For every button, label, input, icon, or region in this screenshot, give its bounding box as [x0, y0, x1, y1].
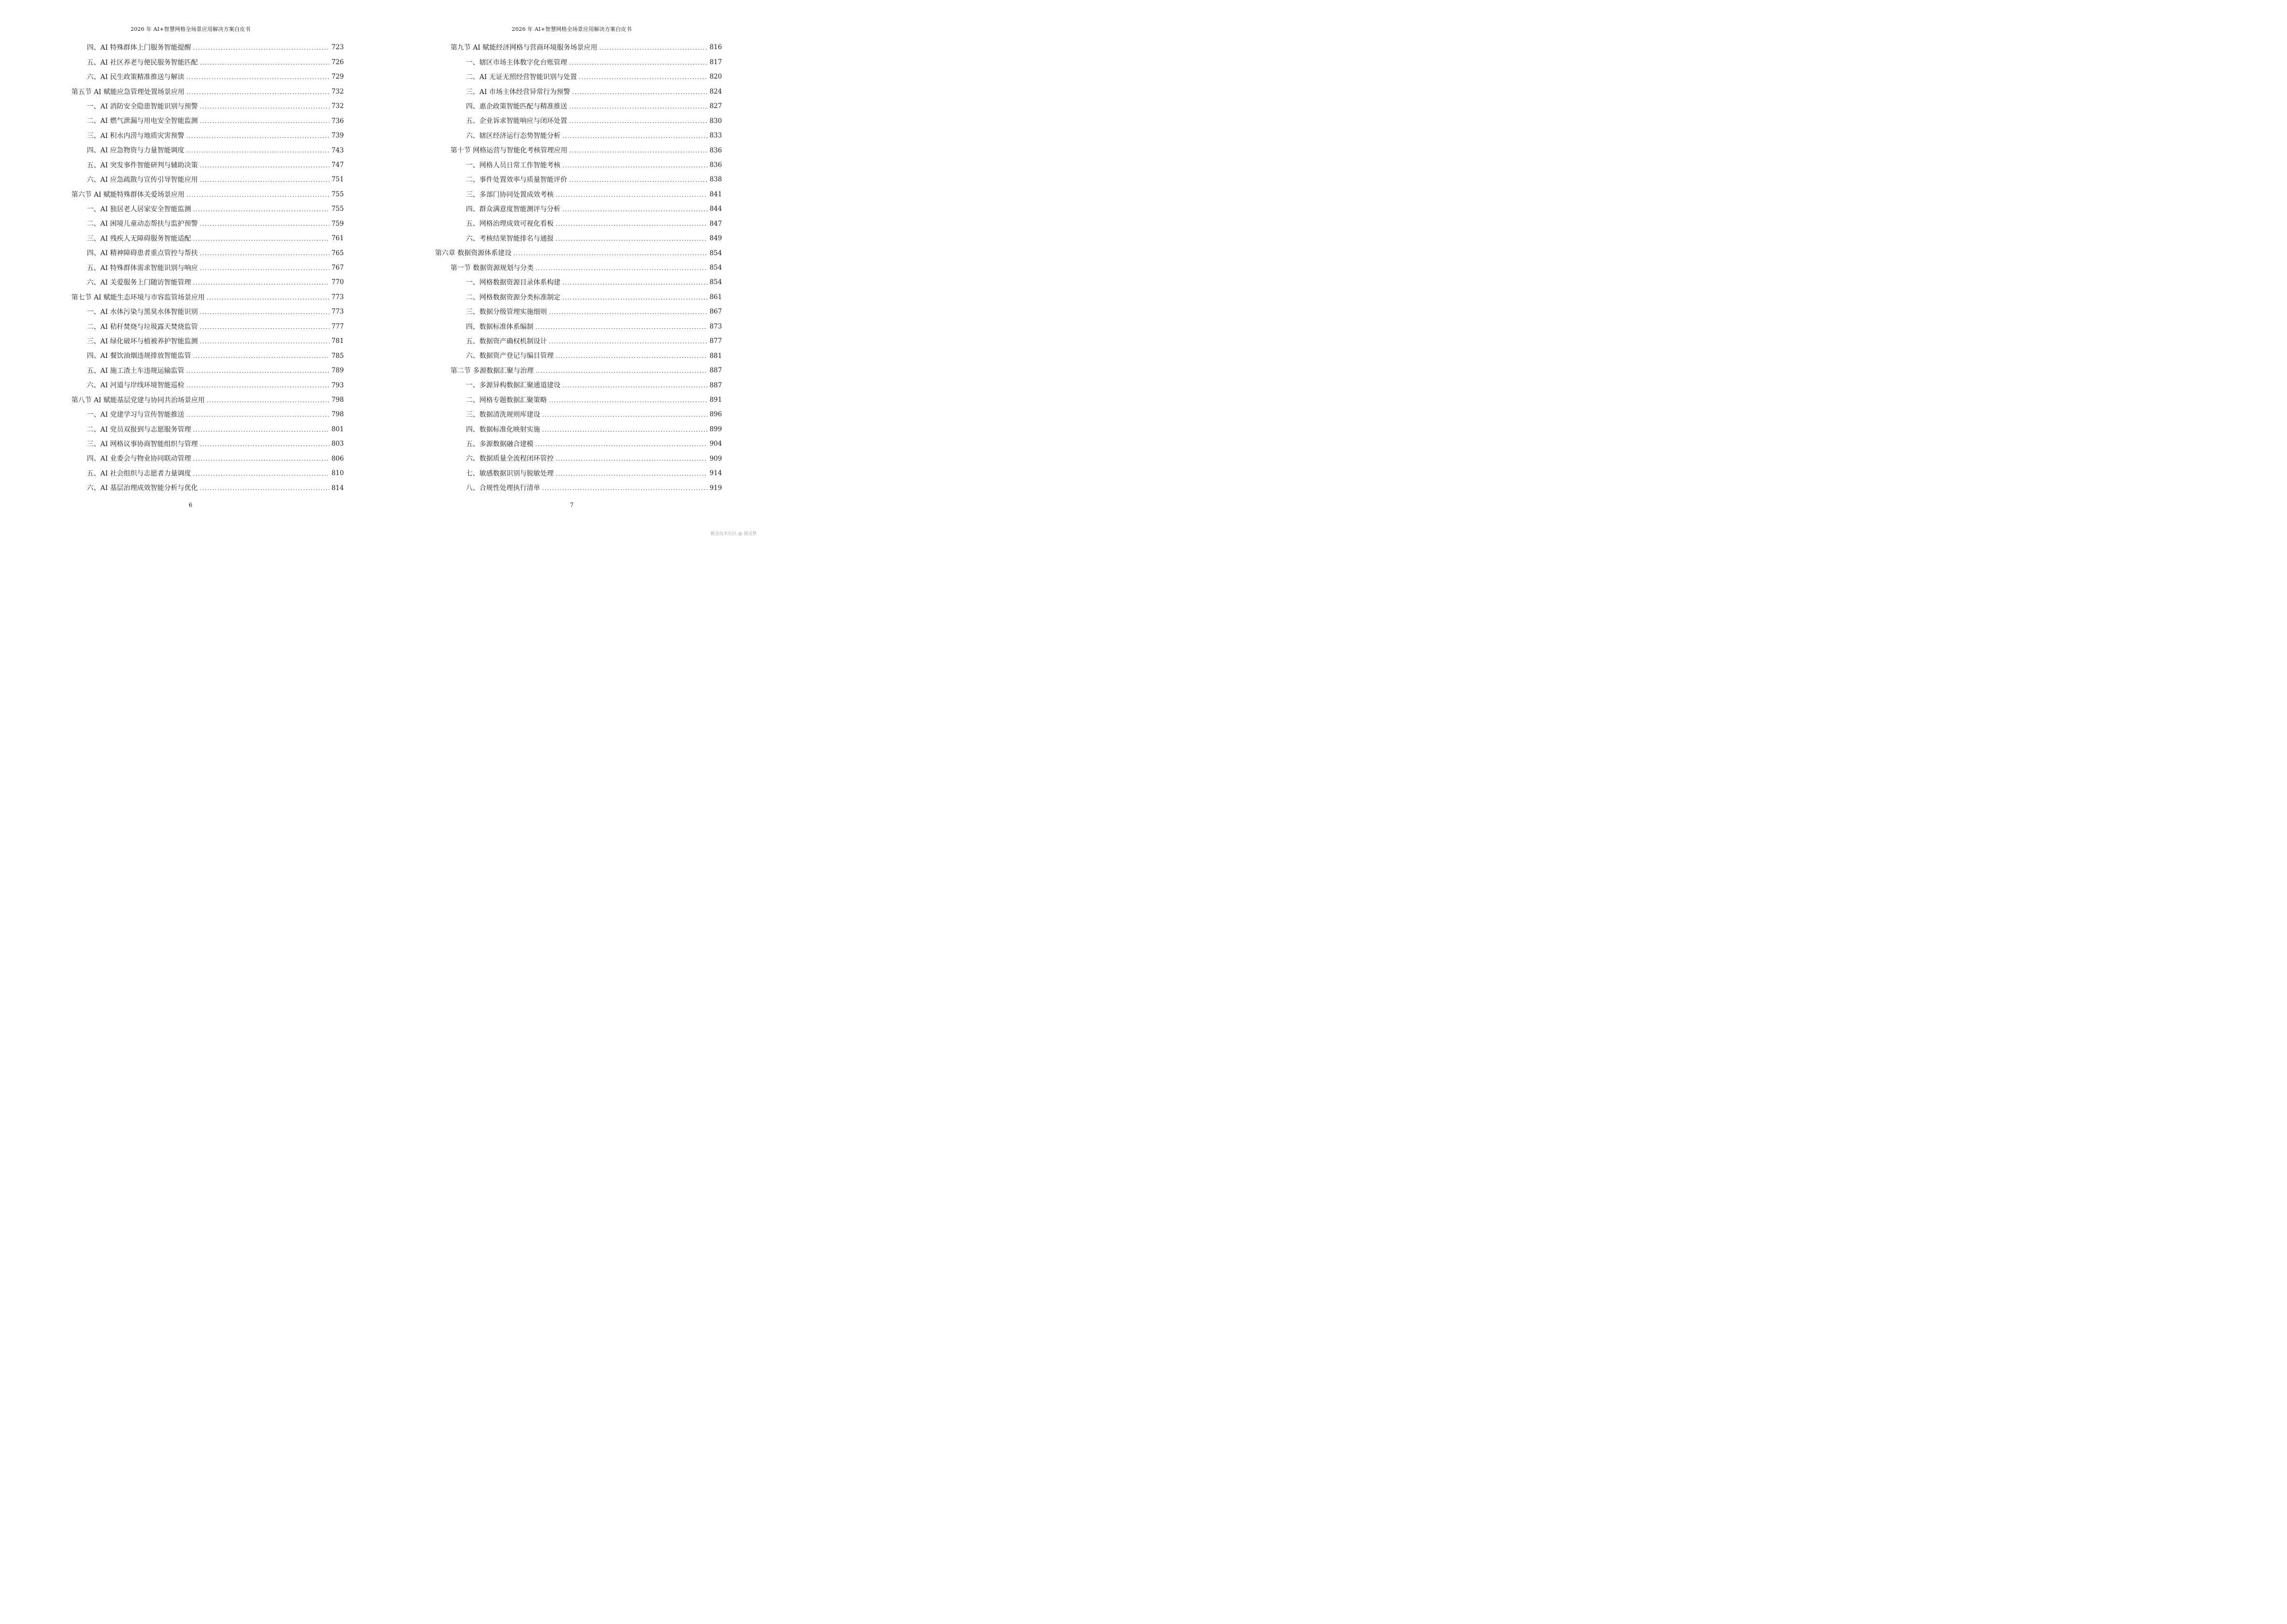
toc-entry-page: 739 — [331, 132, 344, 140]
toc-entry-item[interactable] — [435, 349, 722, 363]
toc-entry-item[interactable] — [71, 422, 344, 437]
toc-entry-section[interactable] — [71, 393, 344, 408]
dot-leader — [535, 324, 708, 330]
toc-entry-item[interactable] — [435, 114, 722, 128]
toc-entry-page: 841 — [709, 190, 722, 198]
toc-entry-item[interactable] — [435, 158, 722, 173]
toc-entry-page: 814 — [331, 484, 344, 492]
dot-leader — [542, 412, 708, 418]
toc-entry-page: 873 — [709, 322, 722, 330]
toc-entry-page: 836 — [709, 161, 722, 169]
toc-entry-title: 第七节 AI 赋能生态环境与市容监管场景应用 — [71, 293, 205, 301]
toc-entry-item[interactable] — [435, 408, 722, 422]
toc-entry-title: 二、AI 党员双报到与志愿服务管理 — [87, 425, 191, 434]
toc-entry-page: 891 — [709, 396, 722, 404]
toc-entry-page: 723 — [331, 43, 344, 52]
dot-leader — [556, 192, 708, 198]
toc-entry-page: 770 — [331, 278, 344, 287]
dot-leader — [535, 368, 708, 374]
toc-entry-page: 785 — [331, 352, 344, 360]
toc-entry-section[interactable] — [71, 290, 344, 304]
toc-entry-item[interactable] — [435, 202, 722, 217]
dot-leader — [569, 118, 708, 124]
dot-leader — [556, 353, 708, 359]
toc-entry-title: 一、多源异构数据汇聚通道建设 — [466, 382, 560, 390]
dot-leader — [186, 148, 329, 153]
toc-entry-page: 743 — [331, 146, 344, 154]
toc-entry-page: 836 — [709, 146, 722, 154]
toc-entry-item[interactable] — [71, 275, 344, 290]
dot-leader — [186, 412, 329, 418]
toc-entry-title: 二、网格数据资源分类标准制定 — [466, 293, 560, 301]
toc-entry-title: 三、AI 绿化破坏与植被养护智能监测 — [87, 337, 198, 345]
toc-entry-page: 751 — [331, 176, 344, 184]
toc-entry-item[interactable] — [71, 246, 344, 260]
dot-leader — [535, 265, 708, 271]
dot-leader — [556, 456, 708, 462]
toc-entry-item[interactable] — [71, 99, 344, 114]
toc-entry-item[interactable] — [71, 143, 344, 158]
dot-leader — [562, 280, 708, 286]
toc-list — [71, 41, 344, 496]
toc-entry-chapter[interactable] — [435, 246, 722, 260]
toc-entry-title: 五、多源数据融合建模 — [466, 440, 533, 449]
toc-entry-item[interactable] — [71, 114, 344, 128]
toc-entry-title: 七、敏感数据识别与脱敏处理 — [466, 469, 554, 478]
toc-entry-page: 803 — [331, 440, 344, 448]
toc-entry-title: 六、数据资产登记与编目管理 — [466, 352, 554, 360]
toc-entry-item[interactable] — [435, 393, 722, 408]
toc-entry-item[interactable] — [435, 437, 722, 451]
dot-leader — [193, 456, 329, 462]
toc-entry-item[interactable] — [435, 129, 722, 143]
toc-entry-title: 六、数据质量全流程闭环管控 — [466, 455, 554, 463]
toc-entry-section[interactable] — [435, 41, 722, 55]
toc-entry-title: 二、AI 秸秆焚烧与垃圾露天焚烧监管 — [87, 323, 198, 331]
toc-entry-item[interactable] — [435, 451, 722, 466]
toc-entry-item[interactable] — [71, 466, 344, 481]
dot-leader — [562, 163, 708, 168]
toc-entry-title: 五、AI 社会组织与志愿者力量调度 — [87, 469, 191, 478]
toc-entry-page: 773 — [331, 308, 344, 316]
toc-entry-title: 三、多部门协同处置成效考核 — [466, 191, 554, 199]
toc-entry-page: 854 — [709, 278, 722, 287]
toc-entry-page: 881 — [709, 352, 722, 360]
dot-leader — [549, 309, 708, 315]
toc-entry-page: 765 — [331, 249, 344, 257]
toc-entry-section[interactable] — [71, 187, 344, 202]
toc-entry-title: 第十节 网格运营与智能化考核管理应用 — [450, 147, 568, 155]
toc-entry-page: 824 — [709, 87, 722, 96]
toc-entry-page: 844 — [709, 205, 722, 213]
dot-leader — [569, 60, 708, 66]
toc-entry-page: 806 — [331, 454, 344, 463]
toc-entry-section[interactable] — [435, 261, 722, 275]
toc-entry-item[interactable] — [71, 319, 344, 334]
toc-entry-item[interactable] — [71, 55, 344, 69]
toc-entry-title: 一、辖区市场主体数字化台账管理 — [466, 58, 567, 67]
toc-entry-item[interactable] — [71, 305, 344, 319]
toc-entry-page: 914 — [709, 469, 722, 478]
toc-entry-title: 五、AI 施工渣土车违规运输监管 — [87, 367, 185, 375]
toc-entry-page: 854 — [709, 264, 722, 272]
dot-leader — [556, 471, 708, 477]
toc-entry-item[interactable] — [435, 319, 722, 334]
toc-entry-page: 777 — [331, 322, 344, 330]
dot-leader — [200, 163, 329, 168]
dot-leader — [200, 104, 329, 109]
toc-entry-page: 838 — [709, 176, 722, 184]
toc-entry-item[interactable] — [71, 41, 344, 55]
toc-entry-item[interactable] — [71, 173, 344, 187]
dot-leader — [186, 368, 329, 374]
dot-leader — [186, 133, 329, 139]
toc-entry-item[interactable] — [435, 187, 722, 202]
toc-entry-page: 798 — [331, 396, 344, 404]
dot-leader — [200, 221, 329, 227]
toc-entry-page: 867 — [709, 308, 722, 316]
dot-leader — [542, 485, 708, 491]
dot-leader — [579, 74, 708, 80]
dot-leader — [562, 382, 708, 388]
toc-entry-item[interactable] — [71, 217, 344, 231]
toc-entry-title: 四、数据标准化映射实施 — [466, 425, 540, 434]
toc-entry-title: 四、群众满意度智能测评与分析 — [466, 205, 560, 214]
dot-leader — [207, 397, 329, 403]
dot-leader — [200, 441, 329, 447]
toc-entry-page: 849 — [709, 234, 722, 243]
toc-entry-page: 817 — [709, 58, 722, 66]
toc-entry-section[interactable] — [435, 143, 722, 158]
toc-entry-page: 732 — [331, 87, 344, 96]
dot-leader — [562, 206, 708, 212]
toc-entry-title: 四、数据标准体系编制 — [466, 323, 533, 331]
toc-entry-item[interactable] — [71, 70, 344, 84]
toc-entry-title: 一、AI 水体污染与黑臭水体智能识别 — [87, 308, 198, 316]
toc-entry-item[interactable] — [71, 481, 344, 495]
dot-leader — [186, 74, 329, 80]
toc-entry-page: 820 — [709, 73, 722, 81]
toc-entry-page: 798 — [331, 410, 344, 419]
toc-entry-title: 六、AI 应急疏散与宣传引导智能应用 — [87, 176, 198, 184]
toc-entry-title: 一、AI 消防安全隐患智能识别与预警 — [87, 102, 198, 110]
running-header: 2026 年 AI+智慧网格全场景应用解决方案白皮书 — [130, 26, 251, 32]
toc-entry-title: 一、AI 党建学习与宣传智能推送 — [87, 411, 185, 419]
dot-leader — [200, 118, 329, 124]
toc-entry-page: 909 — [709, 454, 722, 463]
toc-entry-title: 第六节 AI 赋能特殊群体关爱场景应用 — [71, 191, 185, 199]
dot-leader — [562, 133, 708, 139]
toc-entry-title: 二、网格专题数据汇聚策略 — [466, 396, 547, 404]
toc-entry-title: 六、AI 关爱服务上门随访智能管理 — [87, 279, 191, 287]
toc-entry-title: 六、AI 民生政策精准推送与解读 — [87, 73, 185, 82]
toc-entry-title: 三、数据清洗规则库建设 — [466, 411, 540, 419]
dot-leader — [572, 89, 708, 95]
toc-entry-item[interactable] — [71, 261, 344, 275]
toc-entry-title: 四、AI 餐饮油烟违规排放智能监管 — [87, 352, 191, 360]
toc-entry-item[interactable] — [435, 290, 722, 304]
toc-entry-title: 二、AI 无证无照经营智能识别与处置 — [466, 73, 577, 82]
toc-entry-page: 887 — [709, 367, 722, 375]
toc-entry-title: 六、AI 基层治理成效智能分析与优化 — [87, 484, 198, 492]
toc-entry-title: 二、事件处置效率与质量智能评价 — [466, 176, 567, 184]
toc-entry-title: 五、AI 社区养老与便民服务智能匹配 — [87, 58, 198, 67]
toc-entry-page: 736 — [331, 117, 344, 125]
toc-entry-item[interactable] — [435, 232, 722, 246]
toc-entry-title: 三、AI 积水内涝与地质灾害预警 — [87, 132, 185, 140]
toc-entry-item[interactable] — [71, 378, 344, 393]
toc-entry-item[interactable] — [435, 55, 722, 69]
toc-entry-item[interactable] — [435, 84, 722, 99]
dot-leader — [569, 104, 708, 109]
dot-leader — [207, 295, 329, 300]
toc-entry-title: 五、数据资产确权机制设计 — [466, 337, 547, 345]
toc-entry-page: 887 — [709, 381, 722, 389]
dot-leader — [200, 177, 329, 183]
toc-entry-item[interactable] — [71, 158, 344, 173]
dot-leader — [187, 192, 329, 198]
toc-entry-section[interactable] — [435, 364, 722, 378]
toc-entry-title: 六、考核结果智能排名与通报 — [466, 234, 554, 243]
dot-leader — [200, 265, 329, 271]
toc-entry-page: 827 — [709, 102, 722, 110]
toc-entry-item[interactable] — [71, 202, 344, 217]
toc-entry-page: 854 — [709, 249, 722, 257]
toc-entry-title: 四、AI 特殊群体上门服务智能提醒 — [87, 44, 191, 52]
toc-entry-title: 四、惠企政策智能匹配与精准推送 — [466, 102, 567, 110]
dot-leader — [193, 353, 329, 359]
toc-entry-item[interactable] — [435, 173, 722, 187]
dot-leader — [200, 60, 329, 66]
toc-entry-title: 第八节 AI 赋能基层党建与协同共治场景应用 — [71, 396, 205, 404]
dot-leader — [187, 89, 329, 95]
toc-entry-page: 761 — [331, 234, 344, 243]
toc-entry-item[interactable] — [435, 334, 722, 349]
toc-entry-item[interactable] — [71, 334, 344, 349]
dot-leader — [549, 397, 708, 403]
toc-entry-page: 816 — [709, 43, 722, 52]
page-number: 6 — [189, 502, 192, 508]
toc-entry-item[interactable] — [435, 481, 722, 495]
toc-entry-item[interactable] — [435, 275, 722, 290]
toc-entry-title: 第二节 多源数据汇聚与治理 — [450, 367, 534, 375]
toc-entry-title: 三、数据分级管理实施细则 — [466, 308, 547, 316]
dot-leader — [535, 441, 708, 447]
dot-leader — [513, 250, 708, 256]
page-number: 7 — [570, 502, 574, 508]
toc-entry-title: 四、AI 业委会与物业协同联动管理 — [87, 455, 191, 463]
watermark: 掘金技术社区 @ 图灵梦 — [710, 532, 757, 536]
toc-entry-page: 767 — [331, 264, 344, 272]
dot-leader — [193, 427, 329, 433]
toc-entry-title: 五、网格治理成效可视化看板 — [466, 220, 554, 228]
toc-entry-page: 793 — [331, 381, 344, 389]
dot-leader — [200, 485, 329, 491]
toc-entry-page: 781 — [331, 337, 344, 345]
toc-entry-item[interactable] — [435, 466, 722, 481]
toc-entry-page: 847 — [709, 219, 722, 228]
toc-entry-item[interactable] — [435, 378, 722, 393]
dot-leader — [200, 309, 329, 315]
toc-entry-page: 861 — [709, 293, 722, 301]
dot-leader — [200, 339, 329, 344]
toc-entry-item[interactable] — [71, 408, 344, 422]
toc-entry-title: 五、企业诉求智能响应与闭环处置 — [466, 117, 567, 125]
toc-entry-page: 773 — [331, 293, 344, 301]
toc-entry-page: 830 — [709, 117, 722, 125]
dot-leader — [186, 382, 329, 388]
toc-entry-title: 二、AI 困境儿童动态帮扶与监护预警 — [87, 220, 198, 228]
toc-entry-title: 三、AI 市场主体经营异常行为预警 — [466, 88, 571, 96]
toc-entry-page: 755 — [331, 205, 344, 213]
toc-entry-page: 726 — [331, 58, 344, 66]
toc-entry-item[interactable] — [71, 232, 344, 246]
toc-entry-page: 919 — [709, 484, 722, 492]
toc-entry-title: 四、AI 应急物资与力量智能调度 — [87, 147, 185, 155]
toc-entry-page: 732 — [331, 102, 344, 110]
toc-entry-page: 899 — [709, 425, 722, 433]
toc-entry-item[interactable] — [71, 129, 344, 143]
dot-leader — [193, 45, 329, 51]
toc-entry-page: 747 — [331, 161, 344, 169]
dot-leader — [556, 221, 708, 227]
dot-leader — [542, 427, 708, 433]
toc-entry-title: 四、AI 精神障碍患者重点管控与帮扶 — [87, 249, 198, 258]
toc-entry-item[interactable] — [71, 364, 344, 378]
toc-entry-title: 第六章 数据资源体系建设 — [435, 249, 512, 258]
toc-entry-title: 六、AI 河道与岸线环境智能巡检 — [87, 382, 185, 390]
toc-entry-title: 二、AI 燃气泄漏与用电安全智能监测 — [87, 117, 198, 125]
toc-entry-title: 五、AI 特殊群体需求智能识别与响应 — [87, 264, 198, 272]
toc-entry-title: 第五节 AI 赋能应急管理处置场景应用 — [71, 88, 185, 96]
running-header: 2026 年 AI+智慧网格全场景应用解决方案白皮书 — [512, 26, 632, 32]
dot-leader — [193, 280, 329, 286]
toc-entry-section[interactable] — [71, 84, 344, 99]
toc-entry-title: 第九节 AI 赋能经济网格与营商环境服务场景应用 — [450, 44, 598, 52]
toc-entry-title: 六、辖区经济运行态势智能分析 — [466, 132, 560, 140]
dot-leader — [556, 236, 708, 242]
toc-entry-page: 755 — [331, 190, 344, 198]
dot-leader — [193, 206, 329, 212]
toc-entry-title: 一、网格数据资源目录体系构建 — [466, 279, 560, 287]
toc-entry-title: 八、合规性处理执行清单 — [466, 484, 540, 492]
dot-leader — [562, 295, 708, 300]
toc-entry-page: 759 — [331, 219, 344, 228]
toc-entry-item[interactable] — [435, 305, 722, 319]
dot-leader — [569, 148, 708, 153]
right-page — [381, 0, 762, 541]
toc-entry-page: 833 — [709, 132, 722, 140]
toc-entry-page: 877 — [709, 337, 722, 345]
toc-entry-item[interactable] — [71, 349, 344, 363]
dot-leader — [200, 250, 329, 256]
toc-entry-title: 三、AI 网格议事协商智能组织与管理 — [87, 440, 198, 449]
toc-entry-item[interactable] — [71, 437, 344, 451]
toc-entry-page: 729 — [331, 73, 344, 81]
dot-leader — [193, 471, 329, 477]
toc-list — [435, 41, 722, 496]
left-page — [0, 0, 381, 541]
dot-leader — [200, 324, 329, 330]
toc-entry-page: 801 — [331, 425, 344, 433]
toc-entry-item[interactable] — [435, 422, 722, 437]
dot-leader — [569, 177, 708, 183]
toc-entry-title: 一、网格人员日常工作智能考核 — [466, 161, 560, 169]
toc-entry-title: 三、AI 残疾人无障碍服务智能适配 — [87, 234, 191, 243]
toc-entry-title: 一、AI 独居老人居家安全智能监测 — [87, 205, 191, 214]
dot-leader — [549, 339, 708, 344]
toc-entry-page: 904 — [709, 440, 722, 448]
toc-entry-item[interactable] — [435, 217, 722, 231]
dot-leader — [193, 236, 329, 242]
toc-entry-page: 789 — [331, 367, 344, 375]
toc-entry-title: 五、AI 突发事件智能研判与辅助决策 — [87, 161, 198, 169]
dot-leader — [599, 45, 708, 51]
toc-entry-page: 810 — [331, 469, 344, 478]
toc-entry-item[interactable] — [435, 70, 722, 84]
toc-entry-item[interactable] — [71, 451, 344, 466]
toc-entry-item[interactable] — [435, 99, 722, 114]
toc-entry-title: 第一节 数据资源规划与分类 — [450, 264, 534, 272]
toc-entry-page: 896 — [709, 410, 722, 419]
